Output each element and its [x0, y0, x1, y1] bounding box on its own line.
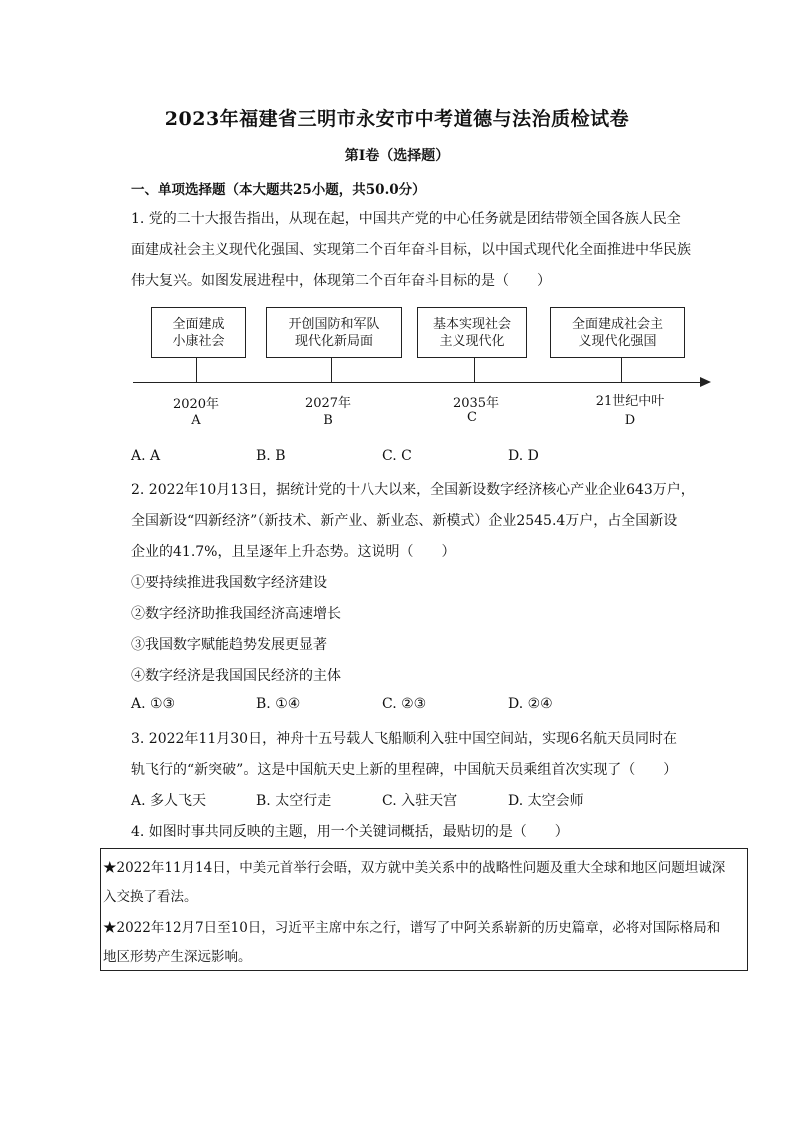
q1-option-a[interactable]: A. A	[131, 448, 161, 464]
q2-statement-3: ③我国数字赋能趋势发展更显著	[131, 637, 327, 653]
section-heading: 一、单项选择题（本大题共25小题，共50.0分）	[131, 182, 426, 198]
q3-text-line-2: 轨飞行的“新突破”。这是中国航天史上新的里程碑，中国航天员乘组首次实现了（ ）	[131, 762, 678, 778]
timeline-year-d: 21世纪中叶	[595, 394, 665, 409]
q3-option-a[interactable]: A. 多人飞天	[131, 793, 207, 809]
q3-text-line-1: 3. 2022年11月30日，神舟十五号载人飞船顺利入驻中国空间站，实现6名航天员同时在	[131, 731, 677, 747]
q3-option-b[interactable]: B. 太空行走	[256, 793, 332, 809]
part-heading: 第Ⅰ卷（选择题）	[344, 148, 450, 164]
timeline-connector-b	[331, 358, 332, 382]
q4-news-box	[100, 848, 748, 971]
q2-text-line-1: 2. 2022年10月13日，据统计党的十八大以来，全国新设数字经济核心产业企业643万户，	[131, 482, 695, 498]
timeline-box-d-text-1: 全面建成社会主	[571, 316, 663, 332]
timeline-box-c	[417, 307, 527, 358]
q2-option-c[interactable]: C. ②③	[382, 696, 427, 712]
q2-text-line-2: 全国新设“四新经济”（新技术、新产业、新业态、新模式）企业2545.4万户，占全国新设	[131, 513, 678, 529]
q1-option-c[interactable]: C. C	[382, 448, 412, 464]
timeline-letter-c: C	[467, 410, 477, 425]
exam-title: 2023年福建省三明市永安市中考道德与法治质检试卷	[164, 108, 630, 130]
q1-option-d[interactable]: D. D	[508, 448, 539, 464]
timeline-connector-c	[474, 358, 475, 382]
timeline-year-c: 2035年	[452, 396, 500, 411]
q1-text-line-1: 1. 党的二十大报告指出，从现在起，中国共产党的中心任务就是团结带领全国各族人民全	[131, 211, 681, 227]
timeline-connector-d	[621, 358, 622, 382]
q2-statement-4: ④数字经济是我国国民经济的主体	[131, 668, 341, 684]
timeline-letter-d: D	[624, 413, 636, 428]
timeline-box-d	[550, 307, 685, 358]
q1-text-line-2: 面建成社会主义现代化强国、实现第二个百年奋斗目标，以中国式现代化全面推进中华民族	[131, 242, 691, 258]
q4-news-line-2: 入交换了看法。	[103, 889, 198, 905]
timeline-box-c-text-1: 基本实现社会	[432, 316, 511, 332]
q3-option-d[interactable]: D. 太空会师	[508, 793, 584, 809]
q2-statement-1: ①要持续推进我国数字经济建设	[131, 575, 327, 591]
timeline-letter-a: A	[191, 413, 201, 428]
timeline-box-c-text-2: 主义现代化	[439, 333, 505, 349]
q4-news-line-1: ★2022年11月14日，中美元首举行会晤，双方就中美关系中的战略性问题及重大全球和地区问题坦诚深	[103, 860, 726, 876]
q2-option-a[interactable]: A. ①③	[131, 696, 176, 712]
timeline-box-d-text-2: 义现代化强国	[578, 333, 657, 349]
q4-text-line: 4. 如图时事共同反映的主题，用一个关键词概括，最贴切的是（ ）	[131, 824, 569, 840]
q2-option-b[interactable]: B. ①④	[256, 696, 301, 712]
q2-statement-2: ②数字经济助推我国经济高速增长	[131, 606, 341, 622]
q3-option-c[interactable]: C. 入驻天宫	[382, 793, 458, 809]
q2-text-line-3: 企业的41.7%，且呈逐年上升态势。这说明（ ）	[131, 544, 456, 560]
timeline-axis	[133, 382, 703, 383]
timeline-box-b-text-2: 现代化新局面	[294, 333, 373, 349]
timeline-arrow-icon	[700, 377, 711, 387]
timeline-letter-b: B	[323, 413, 333, 428]
q1-option-b[interactable]: B. B	[256, 448, 286, 464]
timeline-year-b: 2027年	[304, 396, 352, 411]
timeline-connector-a	[196, 358, 197, 382]
timeline-box-b	[266, 307, 402, 358]
q1-text-line-3: 伟大复兴。如图发展进程中，体现第二个百年奋斗目标的是（ ）	[131, 273, 551, 289]
q4-news-line-3: ★2022年12月7日至10日，习近平主席中东之行，谱写了中阿关系崭新的历史篇章，必将对国际格局和	[103, 920, 721, 936]
timeline-box-a	[151, 307, 246, 358]
q4-news-line-4: 地区形势产生深远影响。	[103, 949, 252, 965]
q2-option-d[interactable]: D. ②④	[508, 696, 553, 712]
timeline-box-a-text-1: 全面建成	[172, 316, 225, 332]
timeline-box-a-text-2: 小康社会	[172, 333, 225, 349]
timeline-year-a: 2020年	[172, 397, 220, 412]
timeline-box-b-text-1: 开创国防和军队	[288, 316, 380, 332]
